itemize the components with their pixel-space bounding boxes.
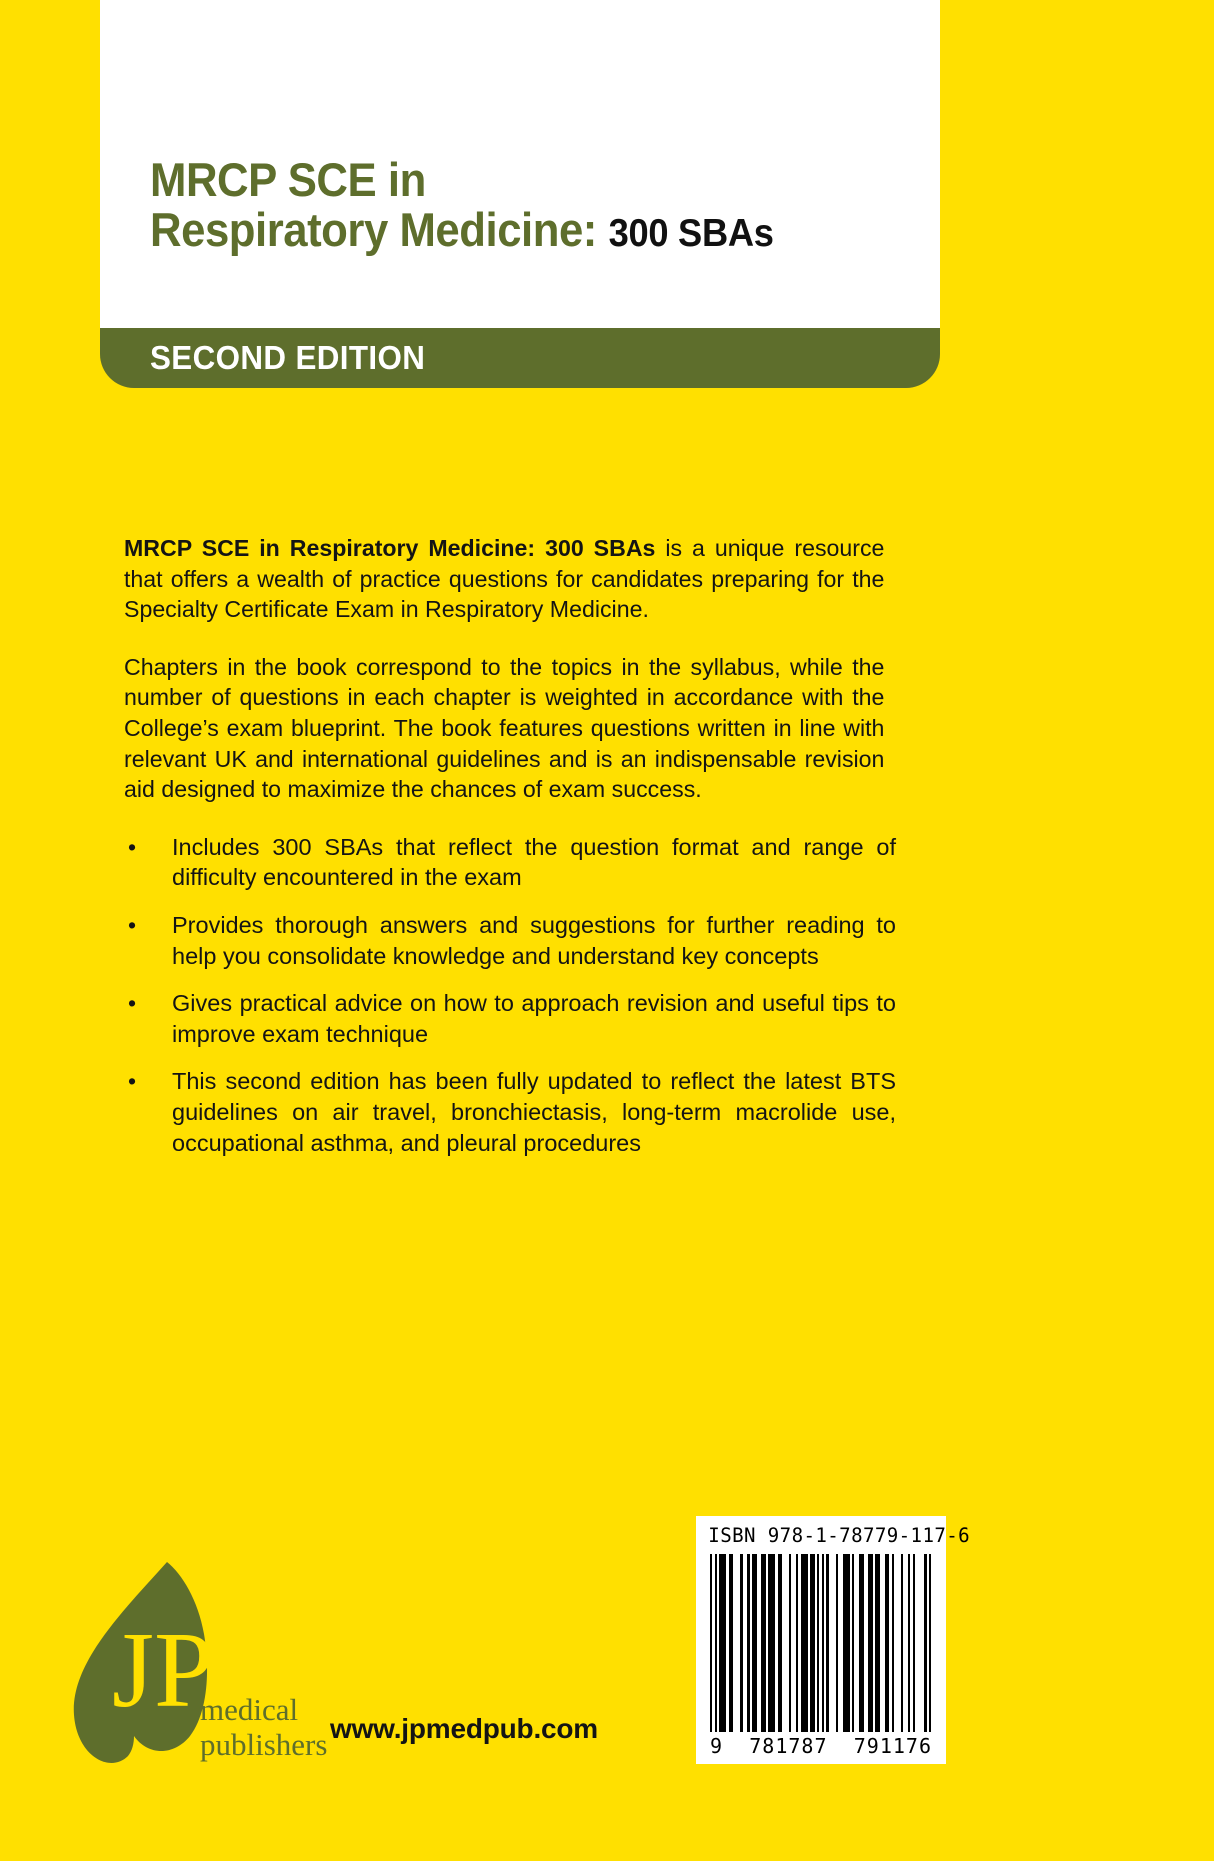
blurb-paragraph-1 bbox=[124, 533, 884, 625]
publisher-website[interactable] bbox=[0, 1713, 1214, 1745]
publisher-logo bbox=[62, 1560, 352, 1800]
publisher-name-line-2: publishers bbox=[200, 1727, 328, 1762]
back-cover-blurb bbox=[124, 533, 896, 1175]
barcode-digit-group-left: 9 bbox=[710, 1734, 724, 1758]
list-item bbox=[124, 832, 896, 893]
jp-monogram-text: JP bbox=[112, 1611, 215, 1730]
barcode-digit-group-right: 791176 bbox=[853, 1734, 932, 1758]
leaf-icon bbox=[62, 1560, 352, 1800]
blurb-title-bold: MRCP SCE in Respiratory Medicine: 300 SBAs bbox=[124, 535, 656, 561]
title-panel bbox=[100, 0, 940, 328]
bullet-icon: • bbox=[128, 990, 137, 1017]
bullet-icon: • bbox=[128, 833, 137, 860]
blurb-paragraph-2: Chapters in the book correspond to the topics in the syllabus, while the number of questions in each chapter is weighted in accordance with the College’s exam blueprint. The book features questions written in line with relevant UK and international guidelines and is an indispensable revision aid designed to maximize the chances of exam success. bbox=[124, 653, 885, 803]
publisher-name-line-1: medical bbox=[200, 1692, 299, 1727]
isbn-label: ISBN 978-1-78779-117-6 bbox=[708, 1524, 971, 1547]
bullet-icon: • bbox=[128, 911, 137, 938]
barcode-digit-group-mid: 781787 bbox=[749, 1734, 828, 1758]
isbn-barcode bbox=[696, 1516, 971, 1764]
list-item-text: Gives practical advice on how to approach revision and useful tips to improve exam technique bbox=[172, 990, 896, 1047]
edition-label: SECOND EDITION bbox=[150, 339, 426, 376]
list-item-text: This second edition has been fully updated to reflect the latest BTS guidelines on air travel, bronchiectasis, long-term macrolide use, occupational asthma, and pleural procedures bbox=[172, 1068, 896, 1156]
list-item-text: Provides thorough answers and suggestions for further reading to help you consolidate knowledge and understand key concepts bbox=[172, 911, 896, 969]
blurb-paragraph-1-rest: is a unique resource that offers a wealth of practice questions for candidates preparing for the Specialty Certificate Exam in Respiratory Medicine. bbox=[124, 535, 885, 623]
publisher-website-text: www.jpmedpub.com bbox=[330, 1713, 598, 1744]
list-item bbox=[124, 1066, 896, 1158]
list-item bbox=[124, 910, 896, 971]
book-title-main: Respiratory Medicine: bbox=[150, 203, 597, 256]
book-title-line-1: MRCP SCE in bbox=[150, 153, 426, 206]
book-title-suffix: 300 SBAs bbox=[608, 212, 774, 255]
list-item bbox=[124, 988, 896, 1049]
book-title-line-2 bbox=[150, 205, 885, 259]
feature-list bbox=[124, 832, 896, 1158]
list-item-text: Includes 300 SBAs that reflect the question format and range of difficulty encountered in the exam bbox=[172, 833, 896, 891]
barcode-digits bbox=[706, 1734, 936, 1758]
bullet-icon: • bbox=[128, 1068, 137, 1095]
cover-header bbox=[100, 0, 940, 388]
barcode-bars bbox=[710, 1554, 932, 1732]
edition-band bbox=[100, 328, 940, 388]
